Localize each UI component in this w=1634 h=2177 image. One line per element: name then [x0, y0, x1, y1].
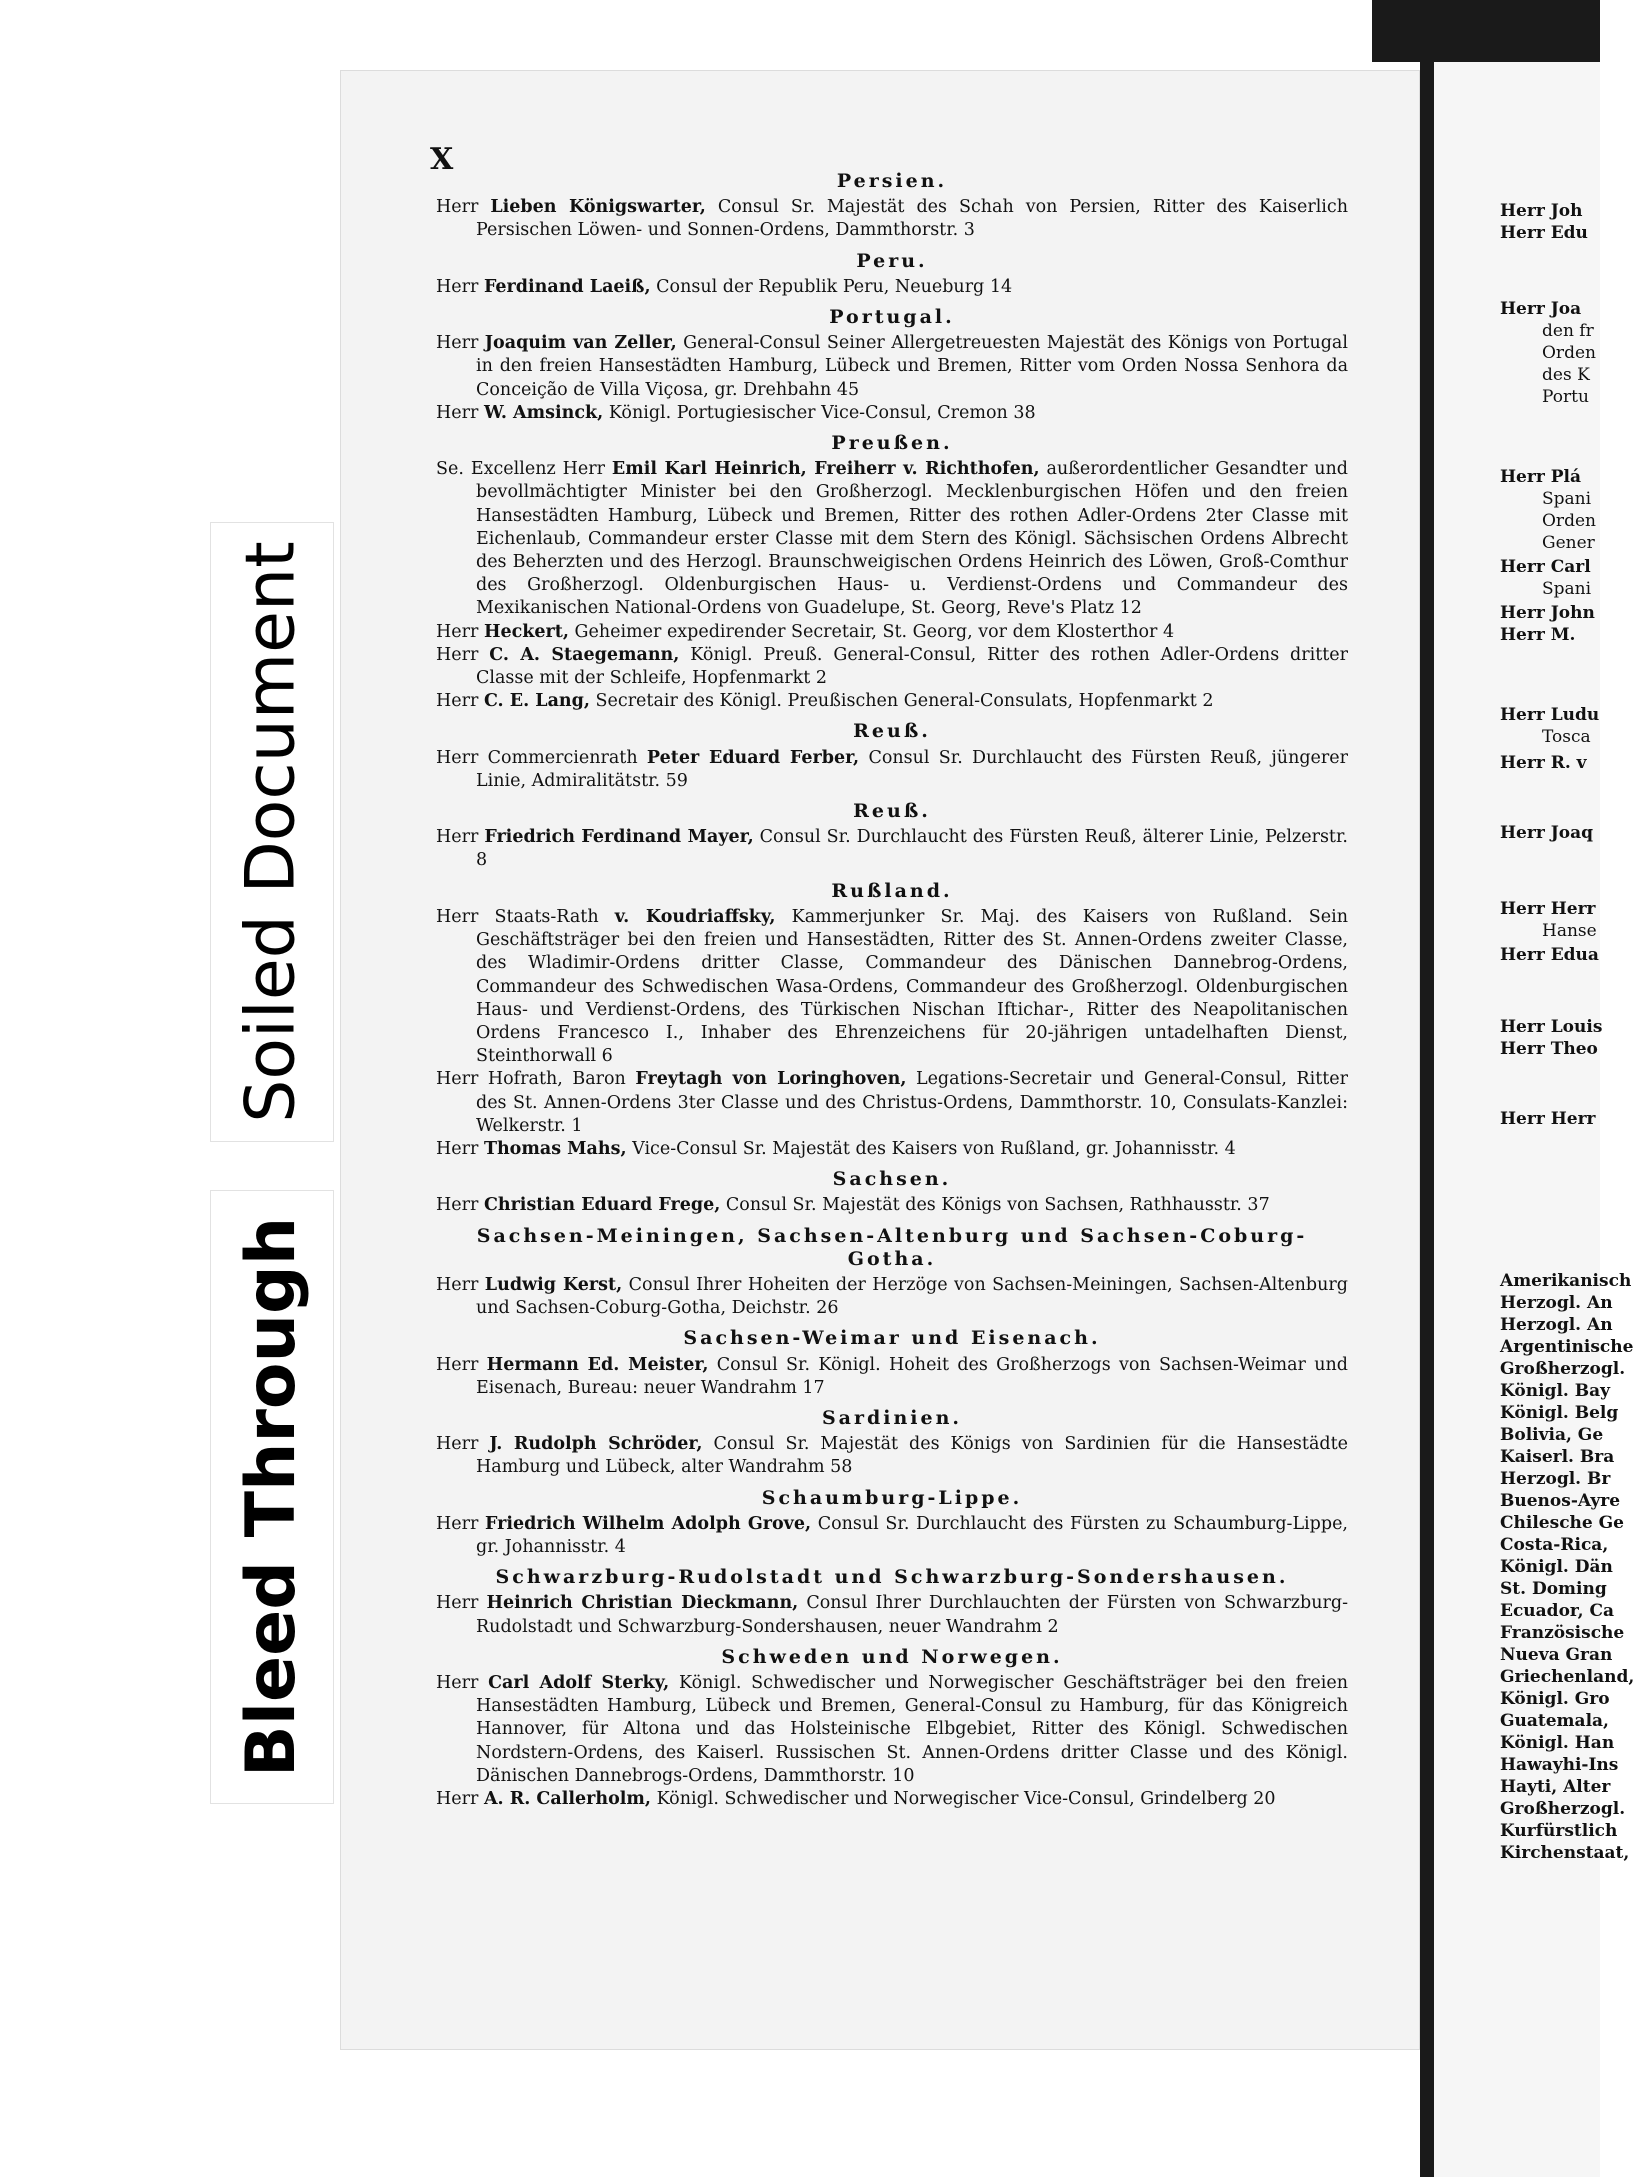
- facing-page-text-fragment: Herr Ludu: [1500, 705, 1600, 725]
- consul-entry: [436, 1274, 1348, 1320]
- entry-prefix: Herr: [436, 1138, 479, 1159]
- entry-prefix: Herr: [436, 1789, 479, 1809]
- facing-page-line: [1500, 1798, 1625, 1820]
- facing-page-text-fragment: Herr Edu: [1500, 223, 1588, 243]
- facing-page-text-fragment: Herzogl. An: [1500, 1315, 1613, 1335]
- page-content: [436, 170, 1348, 1811]
- facing-page-text-fragment: Herr John: [1500, 603, 1595, 623]
- facing-page-text-fragment: Großherzogl.: [1500, 1799, 1626, 1819]
- consul-name: Emil Karl Heinrich, Freiherr v. Richthofen,: [611, 459, 1040, 480]
- facing-page-line: [1542, 578, 1591, 600]
- entry-prefix: Herr: [436, 276, 479, 297]
- facing-page-line: [1542, 386, 1589, 408]
- facing-page-text-fragment: Ecuador, Ca: [1500, 1601, 1615, 1621]
- consul-entry: [436, 332, 1348, 402]
- section-heading: Rußland.: [831, 879, 953, 902]
- consul-entry: [436, 1513, 1348, 1559]
- section-heading: Preußen.: [831, 432, 953, 455]
- entry-description: Legations-Secretair und General-Consul, Ritter des St. Annen-Ordens 3ter Classe und des Christus-Ordens, Dammthorstr. 10, Consulats-Kanzlei: Welkerstr. 1: [476, 1069, 1348, 1136]
- facing-page-line: [1500, 1402, 1618, 1424]
- entry-description: General-Consul Seiner Allergetreuesten Majestät des Königs von Portugal in den freien Hansestädten Hamburg, Lübeck und Bremen, Ritter vom Orden Nossa Senhora da Conceição de Villa Viçosa, gr. Drehbahn 45: [476, 333, 1348, 400]
- facing-page-line: [1500, 1622, 1624, 1644]
- facing-page-line: [1542, 364, 1590, 386]
- section-heading: Reuß.: [853, 720, 931, 743]
- facing-page-text-fragment: Herr Plá: [1500, 467, 1581, 487]
- section-heading: Sachsen.: [832, 1168, 952, 1191]
- entry-description: Königl. Preuß. General-Consul, Ritter des rothen Adler-Ordens dritter Classe mit der Schleife, Hopfenmarkt 2: [476, 644, 1348, 689]
- section-heading: Sachsen-Weimar und Eisenach.: [683, 1327, 1101, 1350]
- consul-entry: [436, 644, 1348, 690]
- entry-prefix: Herr Staats-Rath: [436, 906, 599, 927]
- entry-description: Geheimer expedirender Secretair, St. Georg, vor dem Klosterthor 4: [574, 621, 1175, 642]
- facing-page-line: [1500, 1468, 1610, 1490]
- facing-page-line: [1500, 1446, 1614, 1468]
- entry-description: Kammerjunker Sr. Maj. des Kaisers von Rußland. Sein Geschäftsträger bei den freien und Hansestädten, Ritter des St. Annen-Ordens zweiter Classe, des Wladimir-Ordens dritter Classe, Commandeur des Dänischen Dannebrog-Ordens, Commandeur des Schwedischen Wasa-Ordens, Commandeur des Großherzogl. Oldenburgischen Haus- und Verdienst-Ordens, des Türkischen Nischan Iftichar-, Ritter des Neapolitanischen Ordens Francesco I., Inhaber des Ehrenzeichens für 20-jährigen untadelhaften Dienst, Steinthorwall 6: [476, 906, 1348, 1067]
- consul-name: Friedrich Wilhelm Adolph Grove,: [485, 1513, 812, 1534]
- scan-border-top: [1372, 0, 1600, 62]
- facing-page-text-fragment: Herzogl. An: [1500, 1293, 1613, 1313]
- facing-page-text-fragment: Herr Joaq: [1500, 823, 1593, 843]
- facing-page-text-fragment: Hayti, Alter: [1500, 1777, 1611, 1797]
- entry-description: Consul Sr. Durchlaucht des Fürsten zu Schaumburg-Lippe, gr. Johannisstr. 4: [476, 1513, 1348, 1557]
- facing-page-line: [1500, 1490, 1620, 1512]
- facing-page-line: [1500, 704, 1599, 726]
- facing-page-line: [1542, 726, 1591, 748]
- facing-page-text-fragment: Königl. Belg: [1500, 1403, 1619, 1423]
- facing-page-text-fragment: Herr Theo: [1500, 1039, 1598, 1059]
- consul-entry: [436, 1433, 1348, 1479]
- consul-name: Joaquim van Zeller,: [484, 333, 677, 354]
- consul-name: W. Amsinck,: [483, 402, 604, 423]
- consul-entry: [436, 1592, 1348, 1638]
- facing-page-text-fragment: des K: [1542, 365, 1590, 385]
- consul-name: Heckert,: [483, 621, 569, 642]
- facing-page-line: [1500, 1534, 1608, 1556]
- facing-page-line: [1500, 1108, 1596, 1130]
- facing-page-line: [1500, 1600, 1614, 1622]
- facing-page-text-fragment: Portu: [1542, 387, 1589, 407]
- facing-page-text-fragment: den fr: [1542, 321, 1594, 341]
- facing-page-text-fragment: Chilesche Ge: [1500, 1513, 1624, 1533]
- facing-page-text-fragment: Guatemala,: [1500, 1711, 1609, 1731]
- bleed-through-tab: [210, 1190, 334, 1804]
- entry-description: Consul Sr. Majestät des Schah von Persien, Ritter des Kaiserlich Persischen Löwen- und Sonnen-Ordens, Dammthorstr. 3: [476, 197, 1348, 241]
- consul-entry: [436, 1672, 1348, 1788]
- section-heading: Persien.: [836, 170, 948, 192]
- facing-page-text-fragment: Spani: [1542, 579, 1592, 599]
- entry-description: außerordentlicher Gesandter und bevollmächtigter Minister bei den Großherzogl. Mecklenburgischen Höfen und den freien Hansestädten Hamburg, Lübeck und Bremen, Ritter des rothen Adler-Ordens 2ter Classe mit Eichenlaub, Commandeur erster Classe mit dem Stern des Königl. Sächsischen Ordens Albrecht des Beherzten und des Herzogl. Braunschweigischen Ordens Heinrich des Löwen, Groß-Comthur des Großherzogl. Oldenburgischen Haus- u. Verdienst-Ordens und Commandeur des Mexikanischen National-Ordens von Guadelupe, St. Georg, Reve's Platz 12: [476, 459, 1348, 619]
- entry-prefix: Herr: [436, 1672, 479, 1693]
- facing-page-line: [1500, 1358, 1625, 1380]
- consul-entry: [436, 1194, 1348, 1217]
- facing-page-text-fragment: Herr Herr: [1500, 1109, 1596, 1129]
- facing-page-text-fragment: Königl. Dän: [1500, 1557, 1613, 1577]
- facing-page-text-fragment: Buenos-Ayre: [1500, 1491, 1621, 1511]
- entry-description: Consul Ihrer Hoheiten der Herzöge von Sachsen-Meiningen, Sachsen-Altenburg und Sachsen-Coburg-Gotha, Deichstr. 26: [476, 1274, 1348, 1319]
- entry-prefix: Se. Excellenz Herr: [436, 459, 605, 480]
- section-heading: Schweden und Norwegen.: [721, 1645, 1063, 1668]
- facing-page-line: [1500, 822, 1593, 844]
- entry-description: Consul Sr. Durchlaucht des Fürsten Reuß, älterer Linie, Pelzerstr. 8: [476, 827, 1348, 871]
- consul-name: Carl Adolf Sterky,: [488, 1672, 670, 1693]
- facing-page-text-fragment: Hanse: [1542, 921, 1597, 941]
- facing-page-text-fragment: Orden: [1542, 511, 1596, 531]
- consul-entry: [436, 1788, 1348, 1811]
- facing-page-line: [1542, 488, 1591, 510]
- facing-page-line: [1500, 1038, 1598, 1060]
- facing-page-line: [1500, 602, 1595, 624]
- consul-entry: [436, 747, 1348, 793]
- facing-page-line: [1500, 1270, 1631, 1292]
- facing-page-line: [1500, 898, 1596, 920]
- facing-page-text-fragment: Königl. Han: [1500, 1733, 1615, 1753]
- facing-page-line: [1500, 1644, 1612, 1666]
- facing-page-text-fragment: Herr Louis: [1500, 1017, 1603, 1037]
- consul-name: Ludwig Kerst,: [484, 1274, 623, 1295]
- entry-prefix: Herr: [436, 621, 479, 642]
- bleed-through-label: Bleed Through: [232, 1216, 311, 1778]
- section-heading: Portugal.: [829, 306, 955, 329]
- consul-name: Friedrich Ferdinand Mayer,: [484, 827, 754, 848]
- consul-entry: [436, 458, 1348, 620]
- consul-name: Peter Eduard Ferber,: [646, 747, 860, 768]
- facing-page-line: [1500, 466, 1581, 488]
- consul-name: A. R. Callerholm,: [483, 1789, 651, 1809]
- entry-prefix: Herr: [436, 1434, 479, 1455]
- facing-page-text-fragment: Herr Edua: [1500, 945, 1599, 965]
- facing-page-line: [1542, 320, 1594, 342]
- entry-prefix: Herr: [436, 1195, 479, 1216]
- facing-page-line: [1500, 298, 1581, 320]
- facing-page-text-fragment: Herzogl. Br: [1500, 1469, 1611, 1489]
- facing-page-text-fragment: Gener: [1542, 533, 1595, 553]
- consul-name: C. A. Staegemann,: [489, 644, 680, 665]
- facing-page-text-fragment: Herr M.: [1500, 625, 1576, 645]
- facing-page-text-fragment: Herr Joh: [1500, 201, 1583, 221]
- facing-page-text-fragment: Großherzogl.: [1500, 1359, 1626, 1379]
- entry-description: Vice-Consul Sr. Majestät des Kaisers von Rußland, gr. Johannisstr. 4: [632, 1138, 1236, 1159]
- facing-page-text-fragment: Bolivia, Ge: [1500, 1425, 1604, 1445]
- facing-page-line: [1500, 1820, 1617, 1842]
- facing-page-text-fragment: Costa-Rica,: [1500, 1535, 1609, 1555]
- facing-page-line: [1500, 1732, 1614, 1754]
- entry-prefix: Herr: [436, 827, 479, 848]
- entry-description: Consul Sr. Majestät des Königs von Sachsen, Rathhausstr. 37: [725, 1195, 1270, 1216]
- facing-page-line: [1542, 532, 1595, 554]
- entry-description: Consul Sr. Königl. Hoheit des Großherzogs von Sachsen-Weimar und Eisenach, Bureau: neuer Wandrahm 17: [476, 1354, 1348, 1398]
- consul-entry: [436, 276, 1348, 299]
- facing-page-line: [1500, 1710, 1609, 1732]
- facing-page-line: [1500, 1754, 1618, 1776]
- consul-entry: [436, 402, 1348, 425]
- consul-name: Thomas Mahs,: [483, 1138, 627, 1159]
- document-page: [340, 70, 1420, 2050]
- facing-page-text-fragment: Königl. Gro: [1500, 1689, 1610, 1709]
- section-heading: Schaumburg-Lippe.: [761, 1486, 1023, 1509]
- facing-page-text-fragment: Herr Carl: [1500, 557, 1591, 577]
- book-spine: [1420, 0, 1434, 2177]
- facing-page-text-fragment: Spani: [1542, 489, 1592, 509]
- entry-prefix: Herr: [436, 644, 479, 665]
- consul-entry: [436, 690, 1348, 713]
- consul-entry: [436, 1068, 1348, 1138]
- entry-description: Königl. Schwedischer und Norwegischer Geschäftsträger bei den freien Hansestädten Hamburg, Lübeck und Bremen, General-Consul zu Hamburg, für das Königreich Hannover, für Altona und das Holsteinische Elbgebiet, Ritter des Königl. Schwedischen Nordstern-Ordens, des Kaiserl. Russischen St. Annen-Ordens dritter Classe und des Königl. Dänischen Dannebrogs-Ordens, Dammthorstr. 10: [476, 1672, 1348, 1786]
- facing-page-line: [1500, 1556, 1613, 1578]
- section-heading: Peru.: [856, 249, 928, 272]
- entry-prefix: Herr: [436, 1593, 479, 1614]
- facing-page-line: [1542, 510, 1596, 532]
- facing-page-line: [1500, 1666, 1634, 1688]
- facing-page-line: [1500, 1380, 1610, 1402]
- consul-name: Freytagh von Loringhoven,: [635, 1069, 907, 1090]
- soiled-document-label: Soiled Document: [232, 541, 312, 1123]
- consul-entry: [436, 1354, 1348, 1400]
- section-heading: Sardinien.: [821, 1406, 963, 1429]
- entry-description: Consul Sr. Majestät des Königs von Sardinien für die Hansestädte Hamburg und Lübeck, alter Wandrahm 58: [476, 1434, 1348, 1478]
- facing-page-text-fragment: Hawayhi-Ins: [1500, 1755, 1619, 1775]
- facing-page-line: [1500, 1776, 1610, 1798]
- facing-page-line: [1500, 1292, 1613, 1314]
- facing-page-line: [1500, 624, 1575, 646]
- consul-name: Hermann Ed. Meister,: [486, 1354, 709, 1375]
- entry-prefix: Herr Commercienrath: [436, 747, 638, 768]
- facing-page-text-fragment: Kaiserl. Bra: [1500, 1447, 1615, 1467]
- page-number: X: [430, 142, 454, 177]
- consul-entry: [436, 1138, 1348, 1161]
- facing-page-line: [1500, 1314, 1613, 1336]
- entry-description: Königl. Schwedischer und Norwegischer Vice-Consul, Grindelberg 20: [656, 1789, 1276, 1809]
- facing-page-text-fragment: Herr R. v: [1500, 753, 1587, 773]
- entry-prefix: Herr: [436, 1354, 479, 1375]
- facing-page-line: [1500, 944, 1599, 966]
- facing-page-line: [1500, 1424, 1603, 1446]
- entry-prefix: Herr: [436, 197, 479, 218]
- entry-prefix: Herr: [436, 402, 479, 423]
- consul-entry: [436, 826, 1348, 872]
- facing-page-text-fragment: Orden: [1542, 343, 1596, 363]
- entry-prefix: Herr: [436, 691, 479, 712]
- consul-name: Lieben Königswarter,: [490, 197, 706, 218]
- facing-page-text-fragment: Französische: [1500, 1623, 1625, 1643]
- consul-name: J. Rudolph Schröder,: [489, 1434, 703, 1455]
- consul-name: Heinrich Christian Dieckmann,: [486, 1593, 799, 1614]
- consul-entry: [436, 621, 1348, 644]
- facing-page-line: [1500, 1578, 1607, 1600]
- facing-page-line: [1500, 556, 1591, 578]
- facing-page-line: [1542, 920, 1597, 942]
- entry-prefix: Herr: [436, 1513, 479, 1534]
- facing-page-line: [1542, 342, 1596, 364]
- section-heading: Reuß.: [853, 800, 931, 823]
- facing-page-text-fragment: Nueva Gran: [1500, 1645, 1613, 1665]
- facing-page-text-fragment: St. Doming: [1500, 1579, 1607, 1599]
- consul-name: Ferdinand Laeiß,: [483, 276, 651, 297]
- entry-description: Consul der Republik Peru, Neueburg 14: [656, 276, 1013, 297]
- consul-entry: [436, 196, 1348, 242]
- consul-name: v. Koudriaffsky,: [614, 906, 776, 927]
- facing-page-text-fragment: Königl. Bay: [1500, 1381, 1611, 1401]
- soiled-document-tab: [210, 522, 334, 1142]
- facing-page-text-fragment: Herr Herr: [1500, 899, 1596, 919]
- facing-page-text-fragment: Kirchenstaat,: [1500, 1843, 1630, 1863]
- consul-entry: [436, 906, 1348, 1068]
- facing-page-text-fragment: Argentinische: [1500, 1337, 1634, 1357]
- entry-prefix: Herr Hofrath, Baron: [436, 1069, 626, 1090]
- entry-description: Königl. Portugiesischer Vice-Consul, Cremon 38: [608, 402, 1036, 423]
- section-heading: Sachsen-Meiningen, Sachsen-Altenburg und Sachsen-Coburg-Gotha.: [476, 1224, 1308, 1270]
- entry-prefix: Herr: [436, 333, 479, 354]
- facing-page-line: [1500, 1688, 1610, 1710]
- facing-page-line: [1500, 1336, 1633, 1358]
- entry-description: Consul Sr. Durchlaucht des Fürsten Reuß, jüngerer Linie, Admiralitätstr. 59: [476, 747, 1348, 791]
- facing-page-line: [1500, 752, 1587, 774]
- facing-page-text-fragment: Kurfürstlich: [1500, 1821, 1618, 1841]
- consul-name: C. E. Lang,: [483, 691, 590, 712]
- facing-page-text-fragment: Amerikanisch: [1500, 1271, 1632, 1291]
- entry-description: Consul Ihrer Durchlauchten der Fürsten von Schwarzburg-Rudolstadt und Schwarzburg-Sondershausen, neuer Wandrahm 2: [476, 1593, 1348, 1637]
- facing-page-text-fragment: Herr Joa: [1500, 299, 1582, 319]
- facing-page-line: [1500, 222, 1588, 244]
- entry-description: Secretair des Königl. Preußischen General-Consulats, Hopfenmarkt 2: [595, 691, 1214, 712]
- facing-page-line: [1500, 1016, 1602, 1038]
- facing-page-line: [1500, 1842, 1629, 1864]
- section-heading: Schwarzburg-Rudolstadt und Schwarzburg-Sondershausen.: [495, 1566, 1289, 1589]
- facing-page-line: [1500, 200, 1582, 222]
- facing-page-line: [1500, 1512, 1624, 1534]
- entry-prefix: Herr: [436, 1274, 479, 1295]
- facing-page-text-fragment: Griechenland,: [1500, 1667, 1634, 1687]
- consul-name: Christian Eduard Frege,: [483, 1195, 721, 1216]
- facing-page-text-fragment: Tosca: [1542, 727, 1591, 747]
